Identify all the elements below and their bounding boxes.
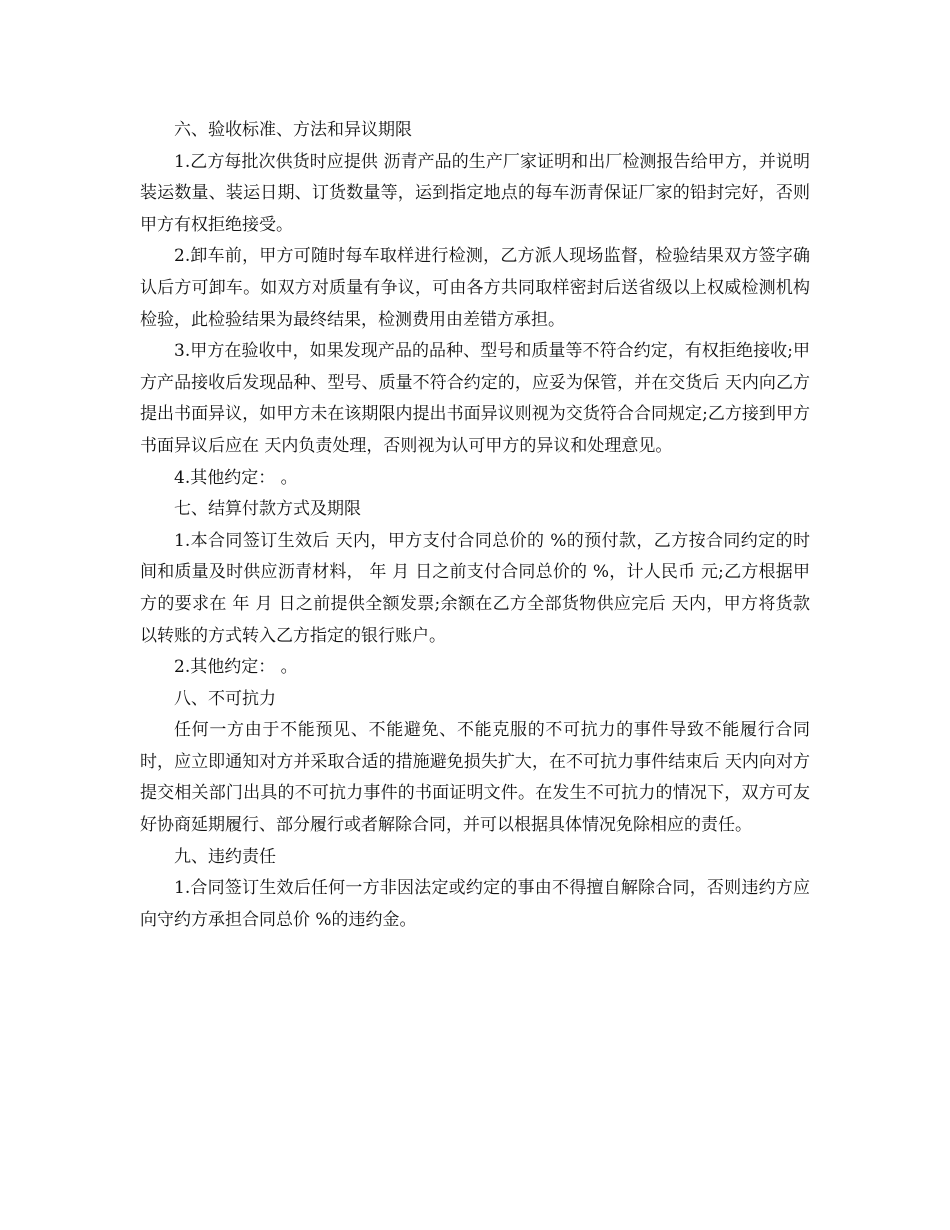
clause-payment-1: 1.本合同签订生效后 天内，甲方支付合同总价的 %的预付款，乙方按合同约定的时间和质量及时供应沥青材料， 年 月 日之前支付合同总价的 %，计人民币 元;乙方根据甲方的要求在 年 月 日之前提供全额发票;余额在乙方全部货物供应完后 天内，甲方将货款以转账的方式转入乙方指定的银行账户。 [140, 530, 810, 646]
section-heading-payment: 七、结算付款方式及期限 [174, 499, 361, 520]
clause-payment-2: 2.其他约定： 。 [174, 657, 298, 678]
document-page [140, 115, 810, 936]
section-heading-acceptance: 六、验收标准、方法和异议期限 [174, 120, 412, 140]
section-heading-force-majeure: 八、不可抗力 [174, 688, 276, 709]
clause-acceptance-1: 1.乙方每批次供货时应提供 沥青产品的生产厂家证明和出厂检测报告给甲方，并说明装运数量、装运日期、订货数量等，运到指定地点的每车沥青保证厂家的铅封完好，否则甲方有权拒绝接受。 [140, 151, 810, 235]
clause-acceptance-3: 3.甲方在验收中，如果发现产品的品种、型号和质量等不符合约定，有权拒绝接收;甲方产品接收后发现品种、型号、质量不符合约定的，应妥为保管，并在交货后 天内向乙方提出书面异议，如甲方未在该期限内提出书面异议则视为交货符合合同规定;乙方接到甲方书面异议后应在 天内负责处理，否则视为认可甲方的异议和处理意见。 [140, 341, 810, 456]
section-heading-liability: 九、违约责任 [174, 846, 276, 867]
clause-acceptance-4: 4.其他约定： 。 [174, 467, 298, 488]
clause-force-majeure: 任何一方由于不能预见、不能避免、不能克服的不可抗力的事件导致不能履行合同时，应立即通知对方并采取合适的措施避免损失扩大，在不可抗力事件结束后 天内向对方提交相关部门出具的不可抗力事件的书面证明文件。在发生不可抗力的情况下，双方可友好协商延期履行、部分履行或者解除合同，并可以根据具体情况免除相应的责任。 [140, 720, 810, 836]
clause-liability-1: 1.合同签订生效后任何一方非因法定或约定的事由不得擅自解除合同，否则违约方应向守约方承担合同总价 %的违约金。 [140, 878, 810, 930]
clause-acceptance-2: 2.卸车前，甲方可随时每车取样进行检测，乙方派人现场监督，检验结果双方签字确认后方可卸车。如双方对质量有争议，可由各方共同取样密封后送省级以上权威检测机构检验，此检验结果为最终结果，检测费用由差错方承担。 [140, 246, 810, 330]
